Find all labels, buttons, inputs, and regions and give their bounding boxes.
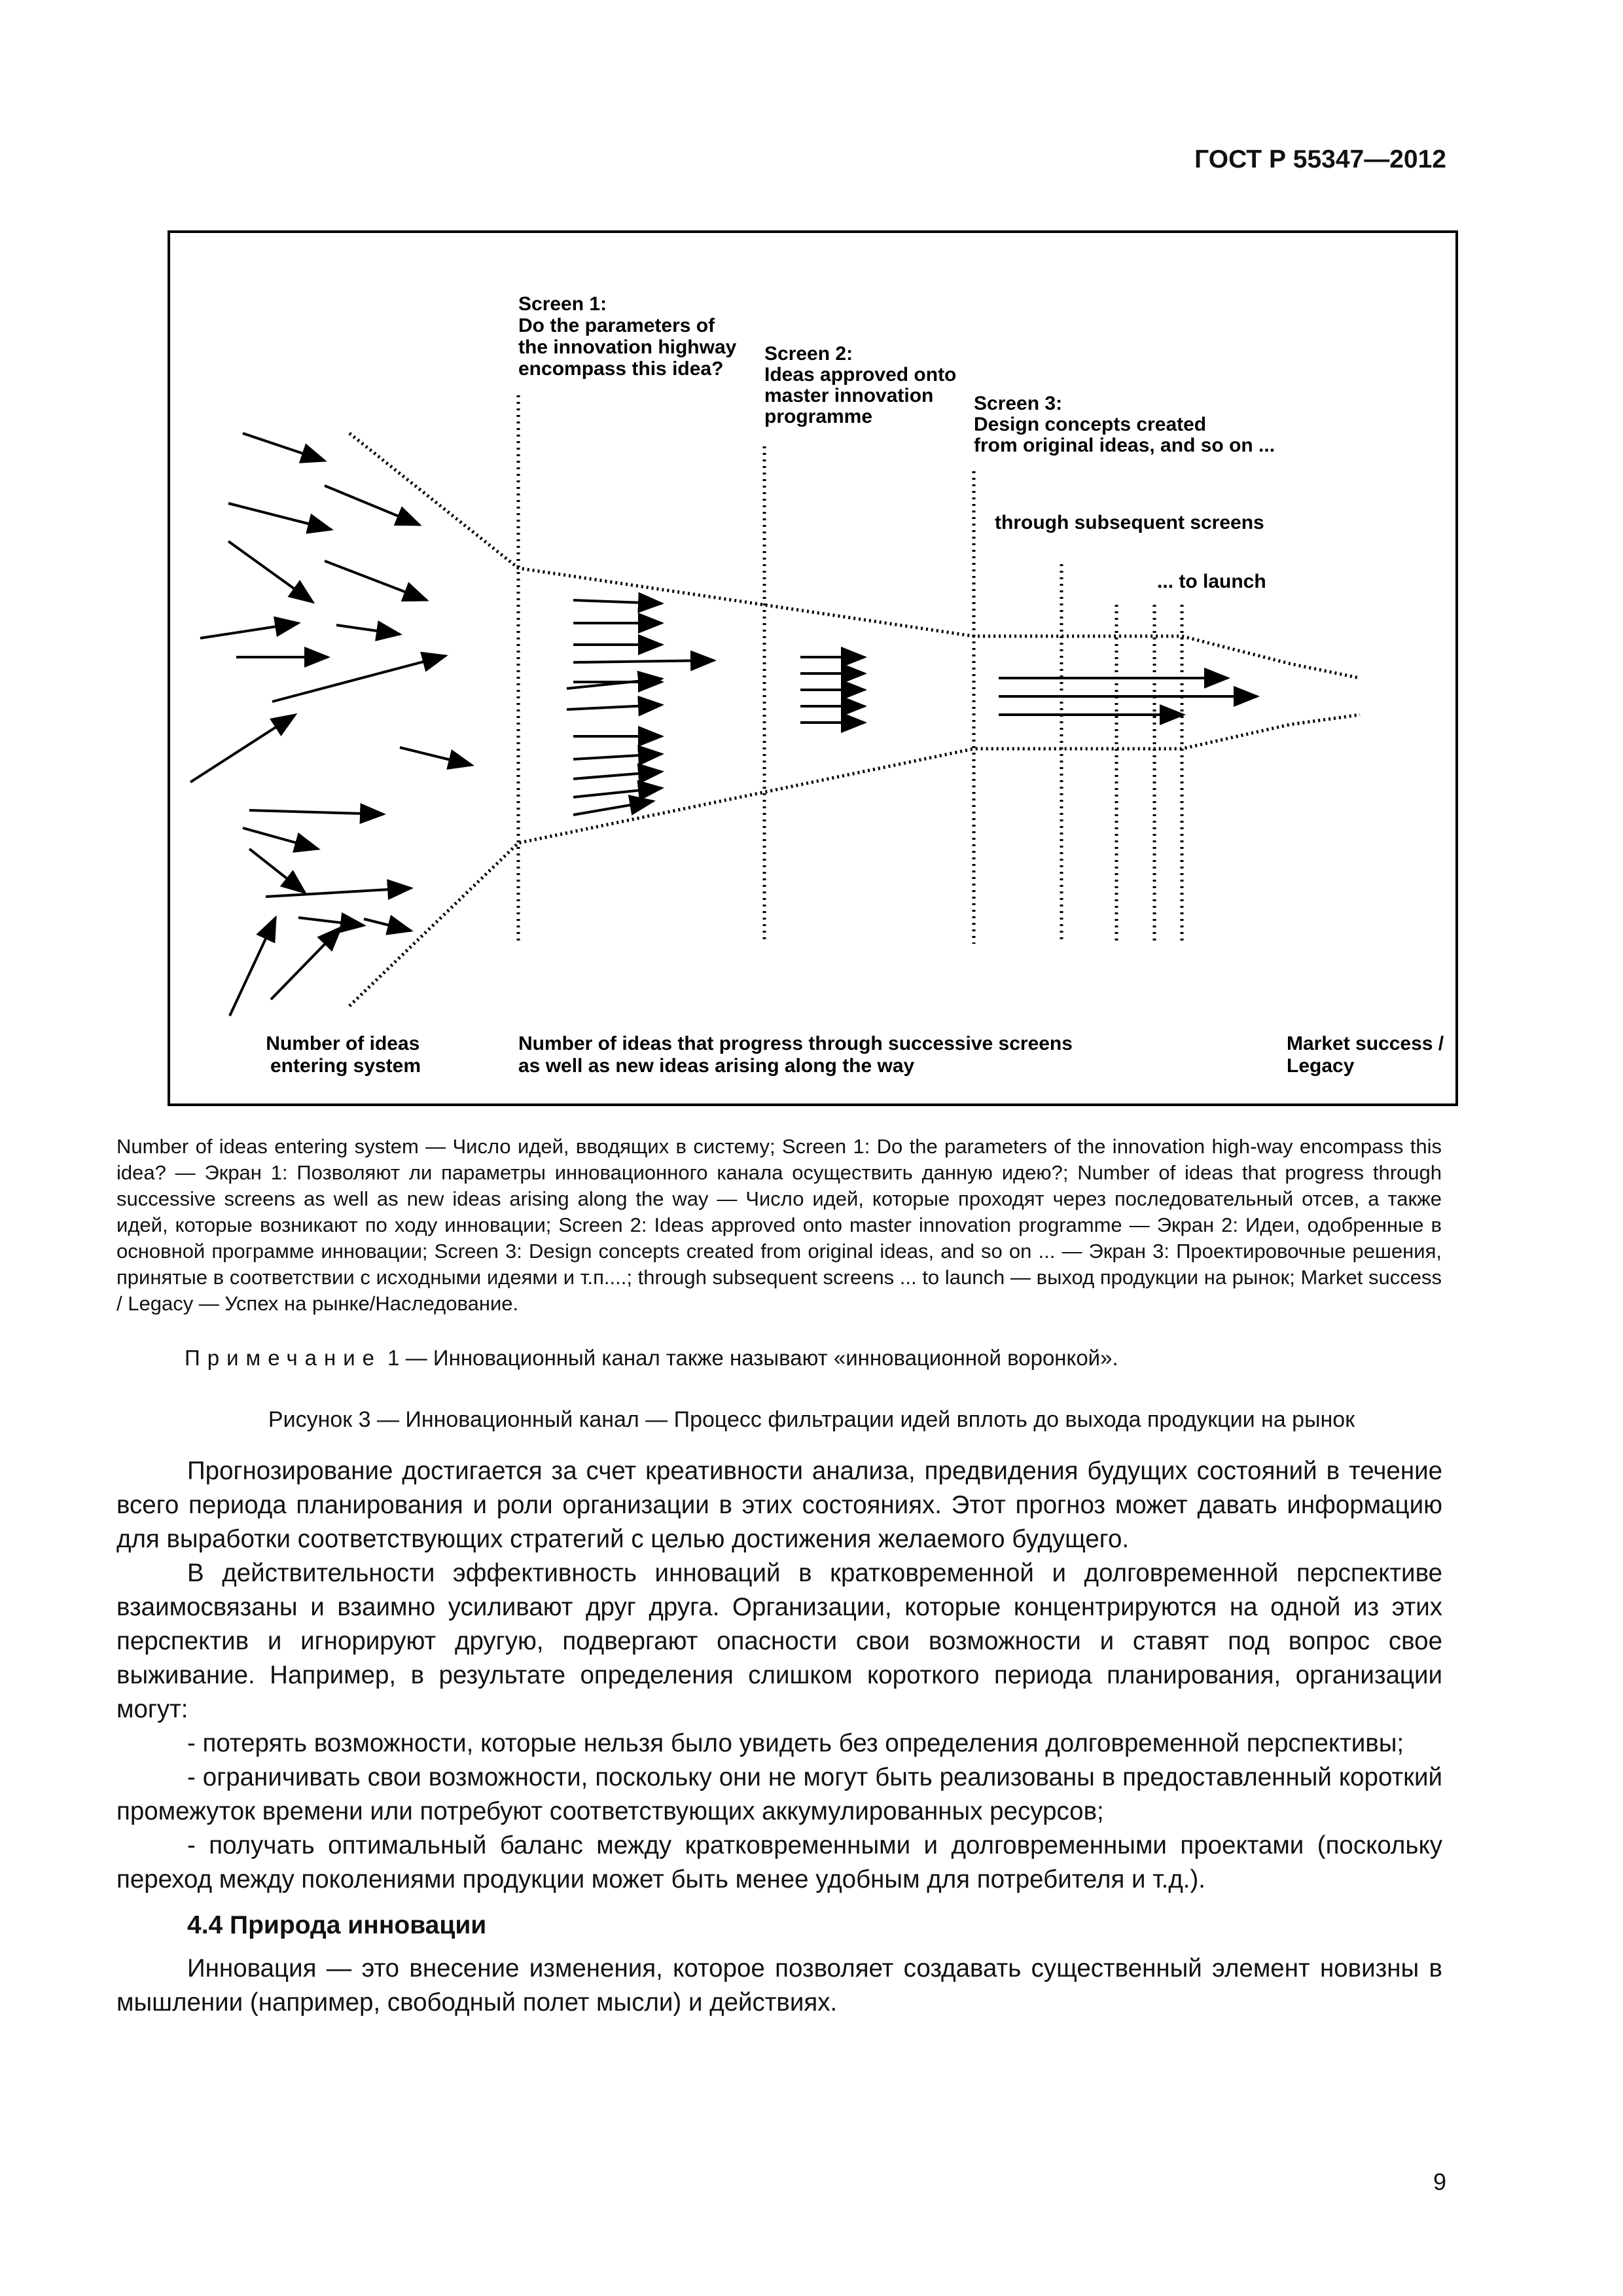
screen1-label: Screen 1: Do the parameters of the innovation highway encompass this idea? (518, 293, 737, 380)
subsequent-screens-label: through subsequent screens (995, 512, 1264, 533)
paragraph: В действительности эффективность инноваций в кратковременной и долговременной перспективе взаимосвязаны и взаимно усиливают друг друга. Организации, которые концентрируются на одной из этих перспектив и игнорируют другую, подвергают опасности свои возможности и ставят под вопрос свое выживание. Например, в результате определения слишком короткого периода планирования, организации могут: (116, 1559, 1442, 1723)
figure-caption: Рисунок 3 — Инновационный канал — Процесс фильтрации идей вплоть до выхода продукции на рынок (268, 1407, 1355, 1432)
list-item: - получать оптимальный баланс между кратковременными и долговременными проектами (поскольку переход между поколениями продукции может быть менее удобным для потребителя и т.д.). (116, 1831, 1442, 1893)
note-label: Примечание (185, 1346, 382, 1370)
screen-lines (518, 395, 1182, 944)
launch-label: ... to launch (1157, 571, 1266, 592)
screen1-arrows (567, 600, 714, 815)
screen3-label: Screen 3: Design concepts created from original ideas, and so on ... (974, 393, 1275, 456)
entering-system-label: Number of ideas entering system (266, 1033, 421, 1077)
body-text (116, 1454, 1442, 2020)
screen2-label: Screen 2: Ideas approved onto master innovation programme (764, 343, 957, 427)
document-header: ГОСТ Р 55347—2012 (1194, 145, 1446, 173)
screen2-arrows (800, 657, 865, 723)
market-success-label: Market success / Legacy (1287, 1033, 1444, 1077)
figure-legend: Number of ideas entering system — Число идей, вводящих в систему; Screen 1: Do the parameters of the innovation high-way encompass this idea? — Экран 1: Позволяют ли параметры инновационного канала осуществить данную идею?; Number of ideas that progress through successive screens as well as new ideas arising along the way — Число идей, которые проходят через последовательный отсев, а также идей, которые возникают по ходу инновации; Screen 2: Ideas approved onto master innovation programme — Экран 2: Идеи, одобренные в основной программе инновации; Screen 3: Design concepts created from original ideas, and so on ... — Экран 3: Проектировочные решения, принятые в соответствии с исходными идеями и т.п....; through subsequent screens ... to launch — выход продукции на рынок; Market success / Legacy — Успех на рынке/Наследование. (116, 1135, 1442, 1315)
section-heading: 4.4 Природа инновации (187, 1911, 487, 1939)
screen3-arrows (999, 678, 1257, 715)
list-item: - ограничивать свои возможности, поскольку они не могут быть реализованы в предоставленный короткий промежуток времени или потребуют соответствующих аккумулированных ресурсов; (116, 1763, 1442, 1825)
progress-label: Number of ideas that progress through successive screens as well as new ideas arising along the way (518, 1033, 1073, 1077)
paragraph: Инновация — это внесение изменения, которое позволяет создавать существенный элемент новизны в мышлении (например, свободный полет мысли) и действиях. (116, 1954, 1442, 2017)
innovation-funnel-figure (168, 230, 1458, 1106)
figure-note (185, 1346, 1118, 1371)
note-text: 1 — Инновационный канал также называют «инновационной воронкой». (382, 1346, 1118, 1370)
paragraph: Прогнозирование достигается за счет креативности анализа, предвидения будущих состояний в течение всего периода планирования и роли организации в этих состояниях. Этот прогноз может давать информацию для выработки соответствующих стратегий с целью достижения желаемого будущего. (116, 1457, 1442, 1553)
funnel-diagram (168, 230, 1458, 1106)
list-item: - потерять возможности, которые нельзя было увидеть без определения долговременной перспективы; (187, 1729, 1404, 1757)
page-number: 9 (1433, 2168, 1446, 2195)
